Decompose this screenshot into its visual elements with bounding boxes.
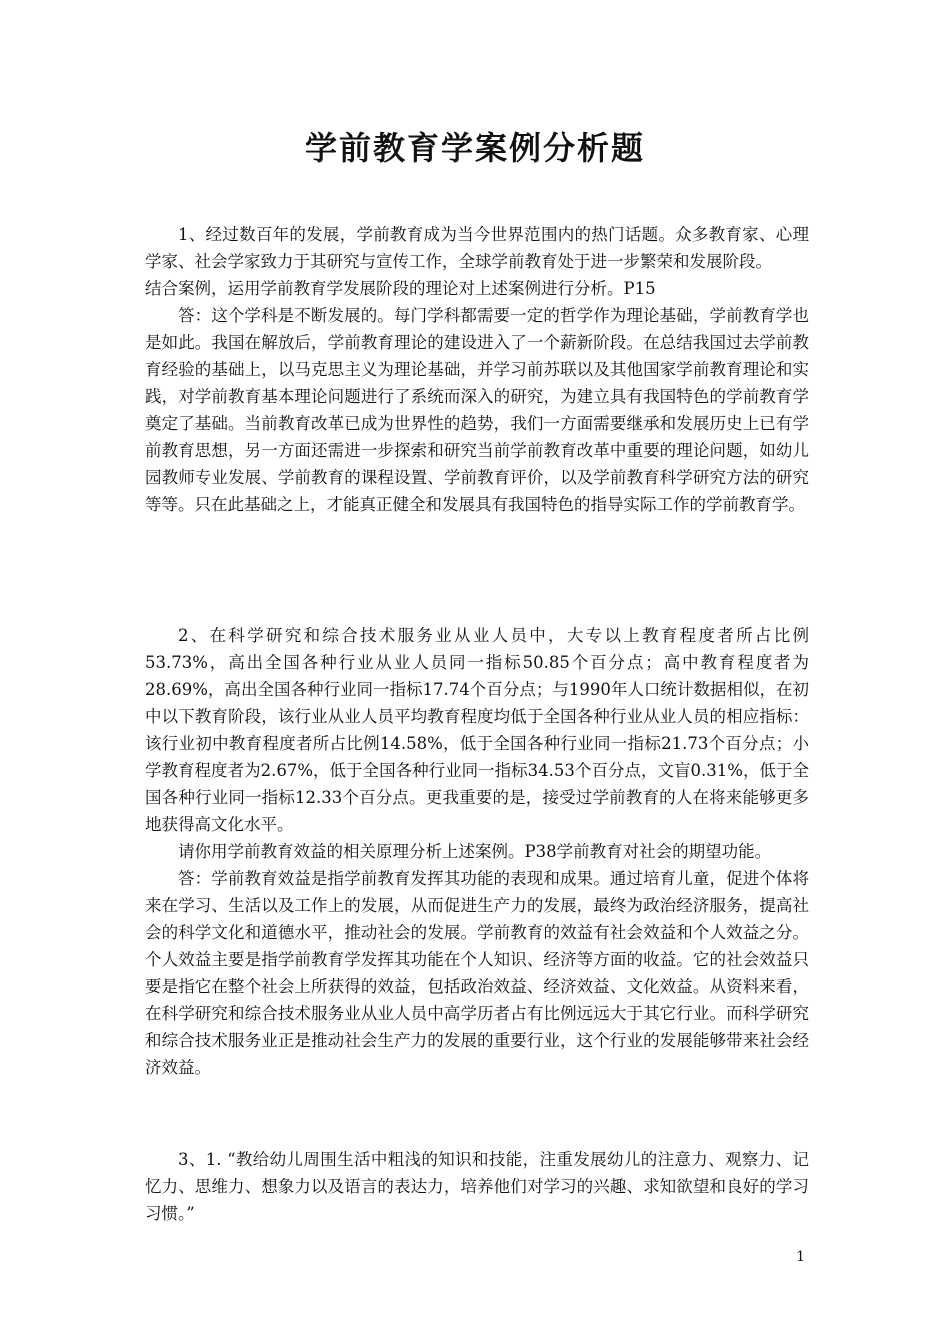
case-3-section [145,1146,809,1227]
case-1-answer: 答：这个学科是不断发展的。每门学科都需要一定的哲学作为理论基础，学前教育学也是如此。我国在解放后，学前教育理论的建设进入了一个薪新阶段。在总结我国过去学前教育经验的基础上，以马克思主义为理论基础，并学习前苏联以及其他国家学前教育理论和实践，对学前教育基本理论问题进行了系统而深入的研究，为建立具有我国特色的学前教育学奠定了基础。当前教育改革已成为世界性的趋势，我们一方面需要继承和发展历史上已有学前教育思想，另一方面还需进一步探索和研究当前学前教育改革中重要的理论问题，如幼儿园教师专业发展、学前教育的课程设置、学前教育评价，以及学前教育科学研究方法的研究等等。只在此基础之上，才能真正健全和发展具有我国特色的指导实际工作的学前教育学。 [145,306,809,514]
document-title: 学前教育学案例分析题 [304,129,645,167]
case-2-section [145,622,809,1081]
case-3-question: 3、1. “教给幼儿周围生活中粗浅的知识和技能，注重发展幼儿的注意力、观察力、记忆力、思维力、想象力以及语言的表达力，培养他们对学习的兴趣、求知欲望和良好的学习习惯。” [145,1150,809,1223]
case-2-question: 2、在科学研究和综合技术服务业从业人员中，大专以上教育程度者所占比例53.73%，高出全国各种行业从业人员同一指标50.85个百分点；高中教育程度者为28.69%，高出全国各种行业同一指标17.74个百分点；与1990年人口统计数据相似，在初中以下教育阶段，该行业从业人员平均教育程度均低于全国各种行业从业人员的相应指标：该行业初中教育程度者所占比例14.58%，低于全国各种行业同一指标21.73个百分点；小学教育程度者为2.67%，低于全国各种行业同一指标34.53个百分点，文盲0.31%，低于全国各种行业同一指标12.33个百分点。更我重要的是，接受过学前教育的人在将来能够更多地获得高文化水平。 [145,626,809,834]
case-1-section [145,221,809,518]
case-2-answer: 答：学前教育效益是指学前教育发挥其功能的表现和成果。通过培育儿童，促进个体将来在学习、生活以及工作上的发展，从而促进生产力的发展，最终为政治经济服务，提高社会的科学文化和道德水平，推动社会的发展。学前教育的效益有社会效益和个人效益之分。个人效益主要是指学前教育学发挥其功能在个人知识、经济等方面的收益。它的社会效益只要是指它在整个社会上所获得的效益，包括政治效益、经济效益、文化效益。从资料来看，在科学研究和综合技术服务业从业人员中高学历者占有比例远远大于其它行业。而科学研究和综合技术服务业正是推动社会生产力的发展的重要行业，这个行业的发展能够带来社会经济效益。 [145,869,809,1077]
case-1-task: 结合案例，运用学前教育学发展阶段的理论对上述案例进行分析。P15 [145,279,656,298]
case-2-task: 请你用学前教育效益的相关原理分析上述案例。P38学前教育对社会的期望功能。 [178,842,772,861]
case-1-question: 1、经过数百年的发展，学前教育成为当今世界范围内的热门话题。众多教育家、心理学家、社会学家致力于其研究与宣传工作，全球学前教育处于进一步繁荣和发展阶段。 [145,225,809,271]
page-number: 1 [796,1249,805,1265]
